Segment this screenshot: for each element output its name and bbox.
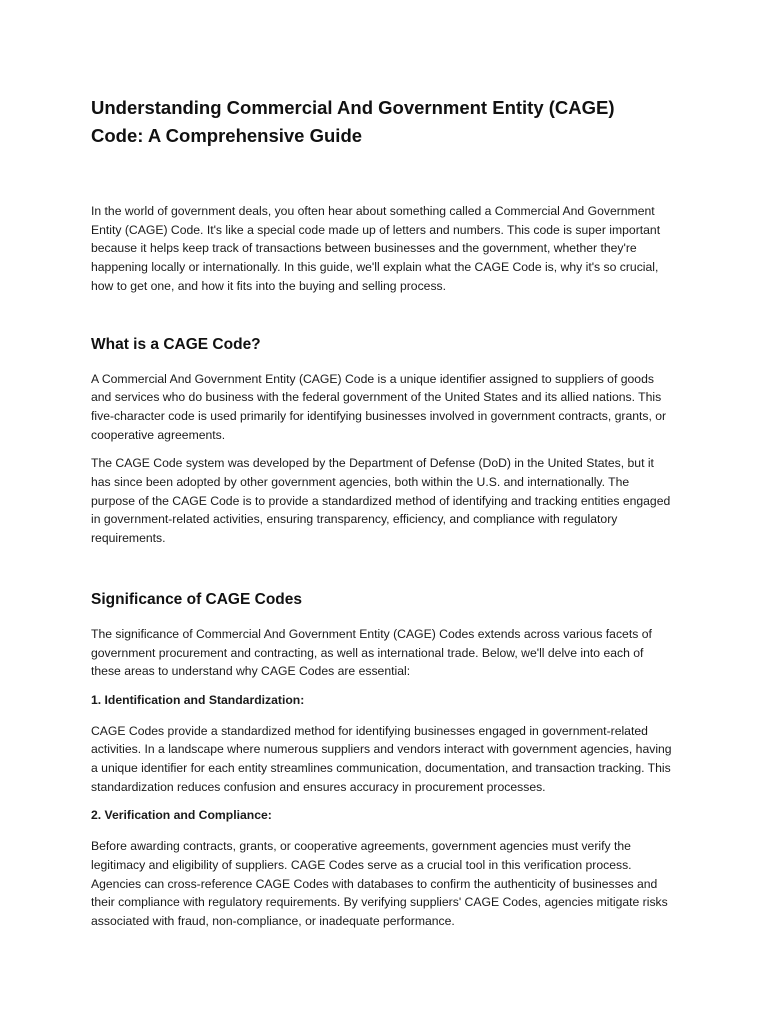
section-paragraph: The CAGE Code system was developed by the Department of Defense (DoD) in the United States, but it has since been adopted by other government agencies, both within the U.S. and internationally. The purpose of the CAGE Code is to provide a standardized method of identifying and tracking entities engaged in government-related activities, ensuring transparency, efficiency, and compliance with regulatory requirements. (91, 456, 671, 546)
section-paragraph: The significance of Commercial And Government Entity (CAGE) Codes extends across various facets of government procurement and contracting, as well as international trade. Below, we'll delve into each of these areas to understand why CAGE Codes are essential: (91, 626, 652, 679)
subsection-heading: 1. Identification and Standardization: (91, 692, 305, 707)
section-significance (91, 590, 672, 931)
page-title: Understanding Commercial And Government Entity (CAGE) Code: A Comprehensive Guide (91, 97, 615, 146)
section-heading: Significance of CAGE Codes (91, 590, 303, 608)
subsection-heading: 2. Verification and Compliance: (91, 808, 272, 823)
section-heading: What is a CAGE Code? (91, 335, 261, 353)
subsection-paragraph: CAGE Codes provide a standardized method for identifying businesses engaged in government-related activities. In a landscape where numerous suppliers and vendors interact with government agencies, having a unique identifier for each entity streamlines communication, documentation, and transaction tracking. This standardization reduces confusion and ensures accuracy in procurement processes. (91, 723, 672, 794)
section-paragraph: A Commercial And Government Entity (CAGE) Code is a unique identifier assigned to suppliers of goods and services who do business with the federal government of the United States and its allied nations. This five-character code is used primarily for identifying businesses involved in government contracts, grants, or cooperative agreements. (91, 371, 667, 442)
section-what-is-cage (91, 335, 672, 548)
intro-paragraph: In the world of government deals, you often hear about something called a Commercial And Government Entity (CAGE) Code. It's like a special code made up of letters and numbers. This code is super important because it helps keep track of transactions between businesses and the government, whether they're happening locally or internationally. In this guide, we'll explain what the CAGE Code is, why it's so crucial, how to get one, and how it fits into the buying and selling process. (91, 204, 661, 293)
subsection-paragraph: Before awarding contracts, grants, or cooperative agreements, government agencies must verify the legitimacy and eligibility of suppliers. CAGE Codes serve as a crucial tool in this verification process. Agencies can cross-reference CAGE Codes with databases to confirm the authenticity of businesses and their compliance with regulatory requirements. By verifying suppliers' CAGE Codes, agencies mitigate risks associated with fraud, non-compliance, or inadequate performance. (91, 839, 668, 928)
